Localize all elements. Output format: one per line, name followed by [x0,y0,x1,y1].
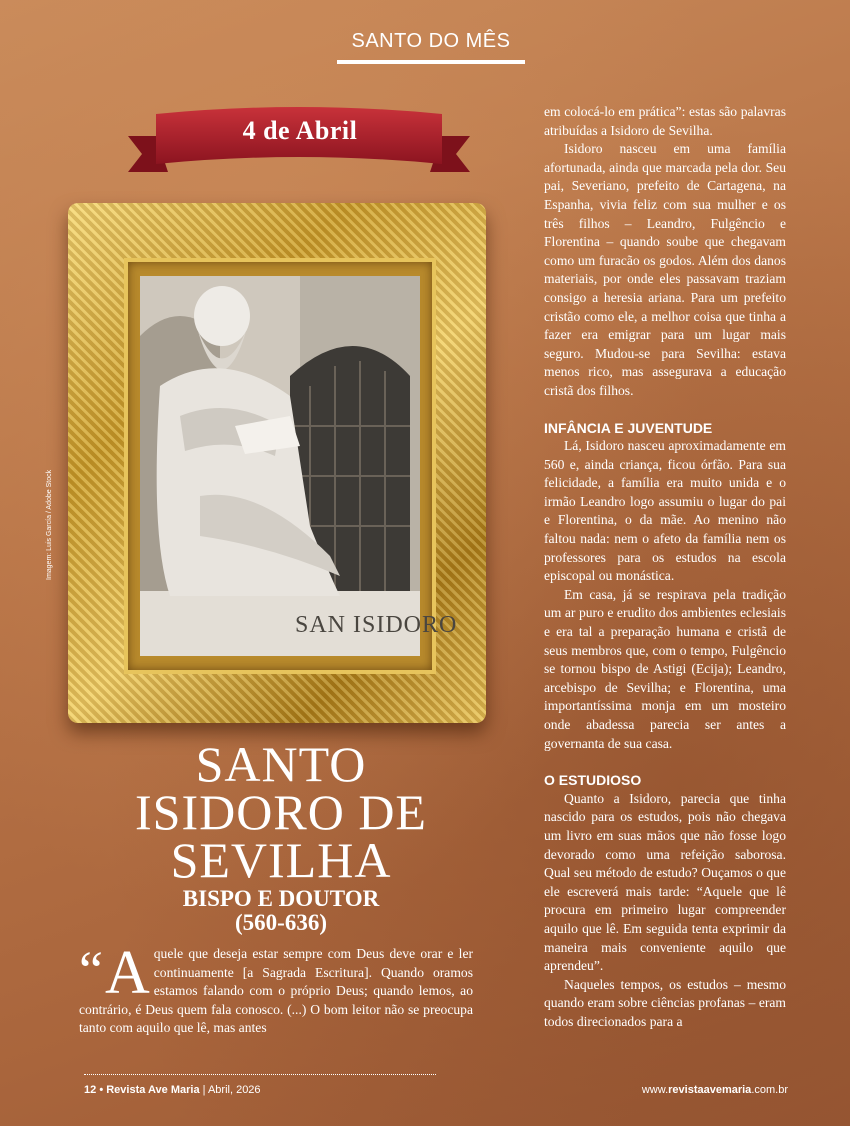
article-subtitle [160,887,402,935]
image-credit: Imagem: Luis García / Adobe Stock [46,469,53,580]
paragraph: em colocá-lo em prática”: estas são palavras atribuídas a Isidoro de Sevilha. [544,104,786,138]
section-heading: INFÂNCIA E JUVENTUDE [544,419,713,436]
url-brand: revistaavemaria [668,1084,752,1096]
right-column [544,103,786,1032]
url-prefix: www. [641,1084,669,1096]
paragraph: Quanto a Isidoro, parecia que tinha nascido para os estudos, pois não chegava um livro em suas mãos que não fosse logo devorado como uma refeição saborosa. Qual seu método de estudo? Ouçamos o que ele escreverá mais tarde: “Aquele que lê procura em primeiro lugar compreender aquilo que lê. Em seguida tenta exprimir da maneira mais conveniente aquilo que aprendeu”. [544,790,786,974]
paragraph: Lá, Isidoro nasceu aproximadamente em 560 e, ainda criança, ficou órfão. Para sua felicidade, a família era muito unida e o irmão Leandro logo assumiu o lugar do pai e Florentina, o da mãe. Ao menino não faltou nada: nem o afeto da família nem os professores para os estudos na escola episcopal ou monástica. [544,438,786,584]
footer-separator: | [202,1084,206,1096]
gold-frame [68,203,486,723]
paragraph: Isidoro nasceu em uma família afortunada, ainda que marcada pela dor. Seu pai, Severiano, prefeito de Cartagena, na Espanha, vivia feliz com sua mulher e os três filhos – Leandro, Fulgêncio e Florentina – quando soube que chegavam como um furacão os godos. Além dos danos materiais, por onde eles passavam traziam consigo a heresia ariana. Para um prefeito cristão como ele, a melhor coisa que tinha a fazer era emigrar para um lugar mais seguro. Mudou-se para Sevilha: estava menos rico, mas assegurava a educação cristã dos filhos. [544,141,786,398]
statue-photo [140,276,458,656]
url-suffix: .com.br [751,1084,788,1096]
section-rule [337,60,525,64]
statue-inscription: SAN ISIDORO [295,612,458,638]
title-line: ISIDORO DE [135,784,427,840]
footer-url[interactable] [640,1084,788,1096]
title-line: SEVILHA [170,832,392,888]
lead-paragraph [79,939,473,1038]
title-line: SANTO [195,736,367,792]
drop-cap: A [104,939,150,1007]
subtitle-line: (560-636) [235,910,327,935]
issue-date: Abril, 2026 [207,1084,261,1096]
paragraph: Em casa, já se respirava pela tradição um ar puro e erudito dos ambientes eclesiais e era tal a preparação humana e cristã de seus membros que, com o tempo, Fulgêncio se tornou bispo de Astigi (Ecija); Leandro, arcebispo de Sevilha; e Florentina, uma importantíssima monja em um mosteiro onde abadessa parecia ser antes a governanta de sua casa. [544,586,786,751]
subtitle-line: BISPO E DOUTOR [182,886,380,911]
frame-inner [124,258,458,674]
paragraph: Naqueles tempos, os estudos – mesmo quando eram sobre ciências profanas – eram todos direcionados para a [544,976,786,1029]
lead-text: quele que deseja estar sempre com Deus deve orar e ler continuamente [a Sagrada Escritura]. Quando oramos estamos falando com o próprio Deus; quando lemos, ao contrário, é Deus quem fala conosco. (...) O bom leitor não se preocupa tanto com aquilo que lê, mas antes [79,946,473,1036]
article-title [110,736,452,888]
quote-mark: “ [79,940,103,1000]
footer-left [84,1084,261,1096]
section-heading: O ESTUDIOSO [544,772,642,789]
magazine-name: • Revista Ave Maria [99,1084,200,1096]
footer-rule [84,1074,436,1075]
page-number: 12 [84,1084,97,1096]
ribbon-date: 4 de Abril [242,116,358,145]
section-title: SANTO DO MÊS [351,30,511,52]
